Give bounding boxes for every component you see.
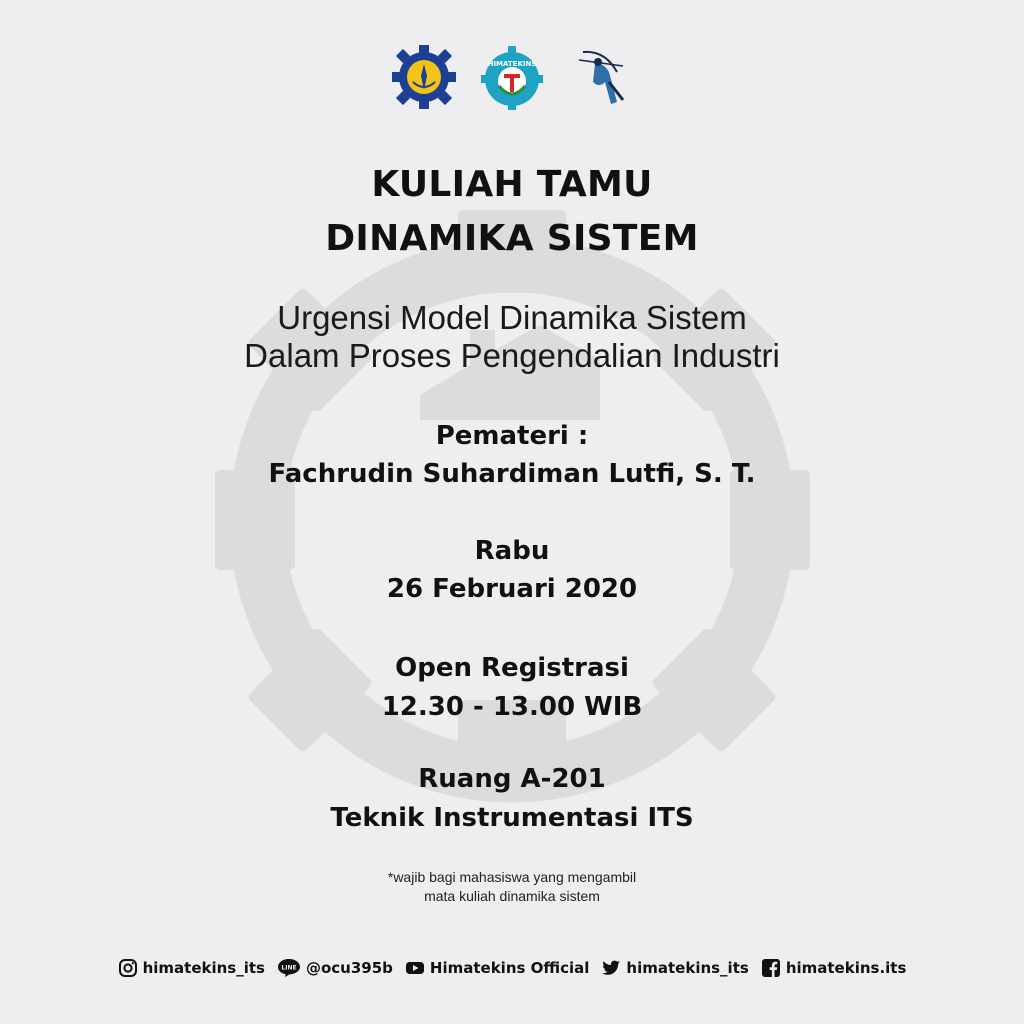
- social-media-bar: [0, 958, 1024, 978]
- instagram-handle: himatekins_its: [142, 959, 265, 977]
- event-title-line-1: KULIAH TAMU: [371, 164, 653, 205]
- social-twitter[interactable]: [601, 958, 748, 978]
- social-youtube[interactable]: [405, 958, 590, 978]
- registration-time: 12.30 - 13.00 WIB: [381, 692, 643, 722]
- event-subtitle-line-1: Urgensi Model Dinamika Sistem: [277, 299, 747, 336]
- note-line-2: mata kuliah dinamika sistem: [424, 888, 600, 904]
- its-gear-logo-icon: [389, 42, 459, 112]
- event-room: Ruang A-201: [418, 764, 606, 794]
- himatekins-logo-icon: [477, 42, 547, 112]
- event-title-line-2: DINAMIKA SISTEM: [325, 218, 699, 259]
- instagram-icon: [118, 958, 138, 978]
- event-subtitle-line-2: Dalam Proses Pengendalian Industri: [244, 337, 780, 374]
- speaker-label: Pemateri :: [435, 421, 589, 451]
- youtube-icon: [405, 958, 425, 978]
- event-department: Teknik Instrumentasi ITS: [330, 803, 694, 833]
- twitter-handle: himatekins_its: [626, 959, 749, 977]
- speaker-name: Fachrudin Suhardiman Lutfi, S. T.: [268, 459, 756, 489]
- social-facebook[interactable]: [761, 958, 907, 978]
- facebook-icon: [761, 958, 781, 978]
- archer-mascot-logo-icon: [565, 42, 635, 112]
- himatekins-logo-text: HIMATEKINS: [487, 60, 537, 68]
- social-line[interactable]: [277, 958, 393, 978]
- youtube-channel: Himatekins Official: [429, 959, 590, 977]
- event-date: 26 Februari 2020: [386, 574, 638, 604]
- social-instagram[interactable]: [118, 958, 265, 978]
- logo-row: [0, 42, 1024, 112]
- twitter-icon: [601, 958, 621, 978]
- note-line-1: *wajib bagi mahasiswa yang mengambil: [387, 869, 637, 885]
- event-day: Rabu: [474, 536, 550, 566]
- registration-label: Open Registrasi: [395, 653, 629, 683]
- line-icon: [277, 958, 301, 978]
- line-handle: @ocu395b: [305, 959, 393, 977]
- line-icon-text: LINE: [281, 964, 297, 972]
- facebook-handle: himatekins.its: [785, 959, 907, 977]
